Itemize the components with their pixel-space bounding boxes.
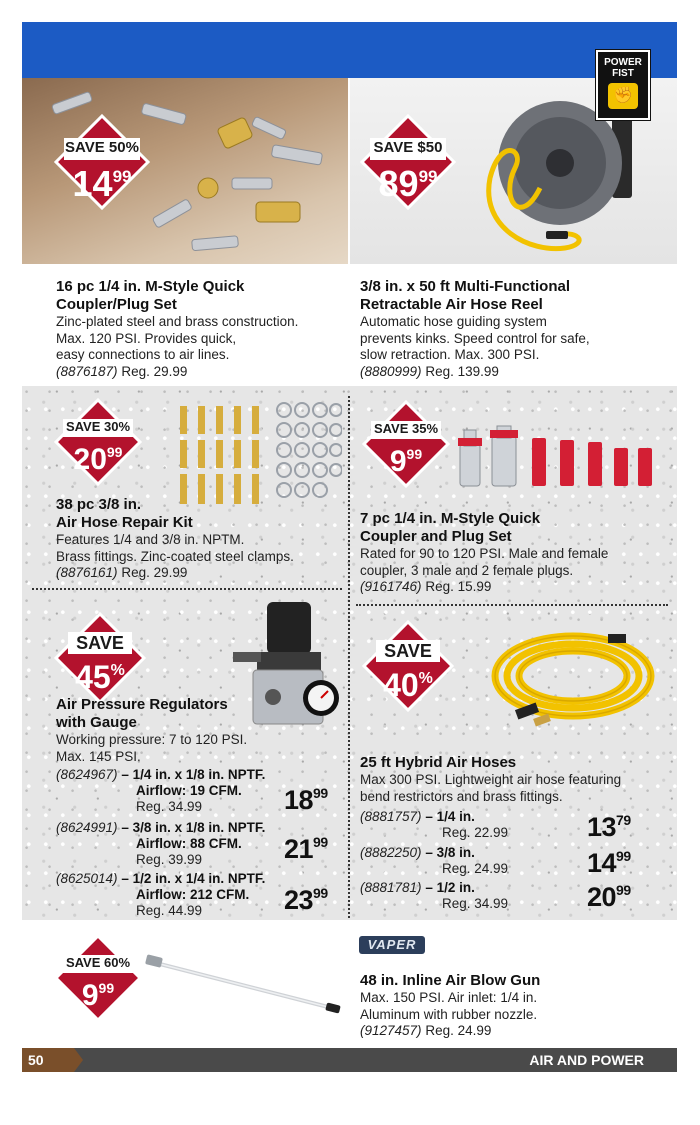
reel-price-badge xyxy=(360,114,456,210)
variant-reg: Reg. 22.99 xyxy=(442,825,509,840)
hoses-desc-line1: Max 300 PSI. Lightweight air hose featuring xyxy=(360,772,622,787)
variant-spec: – 3/8 in. xyxy=(425,845,475,860)
price-cents: 99 xyxy=(313,885,328,901)
reel-panel xyxy=(350,264,677,384)
price-cents: 99 xyxy=(313,785,328,801)
reel-badge-price xyxy=(360,158,456,203)
coupler7-desc xyxy=(360,546,608,596)
price-whole: 18 xyxy=(284,785,314,815)
coupler16-desc-line2: Max. 120 PSI. Provides quick, xyxy=(56,330,237,346)
logo-line2: FIST xyxy=(612,68,634,79)
variant-spec: – 1/4 in. xyxy=(425,809,475,824)
coupler7-title xyxy=(360,510,540,546)
regulator-badge-pct xyxy=(54,654,146,694)
reel-desc-line3: slow retraction. Max. 300 PSI. xyxy=(360,347,540,362)
coupler16-badge-price xyxy=(54,158,150,203)
reel-title-line2: Retractable Air Hose Reel xyxy=(360,296,543,313)
flyer-page xyxy=(22,22,677,1072)
variant-spec: – 1/2 in. x 1/4 in. NPTF. xyxy=(121,871,266,886)
hoses-title: 25 ft Hybrid Air Hoses xyxy=(360,754,517,771)
hoses-badge-pct xyxy=(362,662,454,702)
vertical-divider xyxy=(348,396,350,918)
regulator-desc xyxy=(56,732,247,765)
logo-line1: POWER xyxy=(604,57,642,68)
divider-right xyxy=(356,604,668,606)
price-cents: 99 xyxy=(616,882,631,898)
pct-value: 40 xyxy=(383,667,419,703)
price-whole: 9 xyxy=(389,445,407,478)
regulator-title-line2: with Gauge xyxy=(56,714,137,731)
regulator-title-line1: Air Pressure Regulators xyxy=(56,696,228,713)
hoses-price-badge xyxy=(362,620,454,712)
regulator-price-badge xyxy=(54,612,146,704)
price-whole: 23 xyxy=(284,885,314,915)
regulator-desc-line2: Max. 145 PSI. xyxy=(56,748,141,764)
price-cents: 99 xyxy=(406,446,423,462)
variant-flow: Airflow: 88 CFM. xyxy=(136,836,242,851)
reel-reg-price: Reg. 139.99 xyxy=(425,363,499,379)
variant-sku: (8625014) xyxy=(56,871,118,886)
header-bar xyxy=(22,22,677,78)
regulator-desc-line1: Working pressure: 7 to 120 PSI. xyxy=(56,732,248,747)
repair-sku: (8876161) xyxy=(56,565,118,580)
vaper-logo: VAPER xyxy=(359,936,425,954)
repair-desc xyxy=(56,532,294,582)
coupler16-badge-save: SAVE 50% xyxy=(65,139,139,156)
blowgun-desc xyxy=(360,990,537,1040)
blowgun-title: 48 in. Inline Air Blow Gun xyxy=(360,972,541,989)
price-cents: 79 xyxy=(616,812,631,828)
repair-title-line1: 38 pc 3/8 in. xyxy=(56,496,142,513)
price-cents: 99 xyxy=(98,980,115,996)
pct-sign: % xyxy=(110,662,125,679)
variant-price xyxy=(587,882,631,913)
variant-price xyxy=(284,785,328,816)
price-whole: 21 xyxy=(284,834,314,864)
price-whole: 14 xyxy=(72,163,113,204)
pct-value: 45 xyxy=(75,659,111,695)
power-fist-logo xyxy=(596,50,650,120)
variant-reg: Reg. 39.99 xyxy=(136,852,203,867)
coupler7-price-badge xyxy=(362,400,450,488)
blowgun-desc-line2: Aluminum with rubber nozzle. xyxy=(360,1006,538,1022)
page-number-arrow xyxy=(74,1048,83,1072)
hoses-desc xyxy=(360,772,621,805)
regulator-title xyxy=(56,696,228,732)
price-cents: 99 xyxy=(616,848,631,864)
repair-badge-save: SAVE 30% xyxy=(65,419,131,434)
variant-reg: Reg. 34.99 xyxy=(136,799,203,814)
page-number: 50 xyxy=(22,1048,74,1072)
price-cents: 99 xyxy=(313,834,328,850)
pct-sign: % xyxy=(418,670,433,687)
variant-sku: (8882250) xyxy=(360,845,422,860)
variant-spec: – 1/4 in. x 1/8 in. NPTF. xyxy=(121,767,266,782)
coupler7-illustration xyxy=(454,422,654,492)
fist-icon: ✊ xyxy=(608,83,638,109)
repair-desc-line2: Brass fittings. Zinc-coated steel clamps. xyxy=(56,548,294,564)
variant-sku: (8624991) xyxy=(56,820,118,835)
blowgun-badge-save: SAVE 60% xyxy=(65,955,131,970)
repair-kit-illustration xyxy=(172,400,342,510)
price-whole: 14 xyxy=(587,848,617,878)
blowgun-sku: (9127457) xyxy=(360,1023,422,1038)
section-title: AIR AND POWER xyxy=(529,1052,644,1068)
reel-desc-line2: prevents kinks. Speed control for safe, xyxy=(360,330,590,346)
repair-title xyxy=(56,496,193,532)
variant-price xyxy=(284,834,328,865)
blow-gun-illustration xyxy=(142,950,352,1020)
price-cents: 99 xyxy=(112,167,132,186)
blowgun-badge-price xyxy=(54,972,142,1012)
variant-price xyxy=(284,885,328,916)
coupler7-title-line2: Coupler and Plug Set xyxy=(360,528,512,545)
repair-title-line2: Air Hose Repair Kit xyxy=(56,514,193,531)
variant-sku: (8624967) xyxy=(56,767,118,782)
coupler7-sku: (9161746) xyxy=(360,579,422,594)
price-whole: 89 xyxy=(378,163,419,204)
hose-coil-illustration xyxy=(488,620,658,740)
price-whole: 20 xyxy=(587,882,617,912)
repair-badge-price xyxy=(54,436,142,476)
coupler7-reg-price: Reg. 15.99 xyxy=(425,579,492,594)
regulator-badge-save: SAVE xyxy=(76,633,124,653)
reel-badge-save: SAVE $50 xyxy=(373,139,443,156)
coupler16-sku: (8876187) xyxy=(56,363,118,379)
variant-spec: – 3/8 in. x 1/8 in. NPTF. xyxy=(121,820,266,835)
page-footer xyxy=(22,1048,677,1072)
coupler7-badge-price xyxy=(362,438,450,478)
price-cents: 99 xyxy=(106,444,123,460)
variant-spec: – 1/2 in. xyxy=(425,880,475,895)
coupler16-desc-line3: easy connections to air lines. xyxy=(56,347,230,362)
variant-flow: Airflow: 19 CFM. xyxy=(136,783,242,798)
coupler7-badge-save: SAVE 35% xyxy=(373,421,439,436)
reel-title-line1: 3/8 in. x 50 ft Multi-Functional xyxy=(360,278,571,295)
coupler16-title-line2: Coupler/Plug Set xyxy=(56,296,177,313)
variant-reg: Reg. 34.99 xyxy=(442,896,509,911)
divider-left xyxy=(32,588,342,590)
variant-sku: (8881757) xyxy=(360,809,422,824)
reel-sku: (8880999) xyxy=(360,363,422,379)
variant-flow: Airflow: 212 CFM. xyxy=(136,887,250,902)
variant-sku: (8881781) xyxy=(360,880,422,895)
repair-price-badge xyxy=(54,398,142,486)
variant-price xyxy=(587,812,631,843)
hoses-desc-line2: bend restrictors and brass fittings. xyxy=(360,788,563,804)
blowgun-reg-price: Reg. 24.99 xyxy=(425,1023,492,1038)
price-whole: 20 xyxy=(73,443,107,476)
coupler7-title-line1: 7 pc 1/4 in. M-Style Quick xyxy=(360,510,541,527)
hoses-badge-save: SAVE xyxy=(384,641,432,661)
variant-reg: Reg. 44.99 xyxy=(136,903,203,918)
price-cents: 99 xyxy=(418,167,438,186)
variant-reg: Reg. 24.99 xyxy=(442,861,509,876)
blowgun-price-badge xyxy=(54,934,142,1022)
reel-desc-line1: Automatic hose guiding system xyxy=(360,314,547,329)
regulator-illustration xyxy=(227,600,347,730)
repair-desc-line1: Features 1/4 and 3/8 in. NPTM. xyxy=(56,532,245,547)
coupler16-price-badge xyxy=(54,114,150,210)
blowgun-desc-line1: Max. 150 PSI. Air inlet: 1/4 in. xyxy=(360,990,538,1005)
coupler16-reg-price: Reg. 29.99 xyxy=(121,363,188,379)
coupler7-desc-line2: coupler, 3 male and 2 female plugs. xyxy=(360,562,574,578)
coupler7-desc-line1: Rated for 90 to 120 PSI. Male and female xyxy=(360,546,609,561)
price-whole: 13 xyxy=(587,812,617,842)
coupler16-panel xyxy=(22,264,348,384)
variant-price xyxy=(587,848,631,879)
coupler16-desc-line1: Zinc-plated steel and brass construction. xyxy=(56,314,299,329)
repair-reg-price: Reg. 29.99 xyxy=(121,565,188,580)
coupler16-title-line1: 16 pc 1/4 in. M-Style Quick xyxy=(56,278,245,295)
price-whole: 9 xyxy=(81,979,99,1012)
